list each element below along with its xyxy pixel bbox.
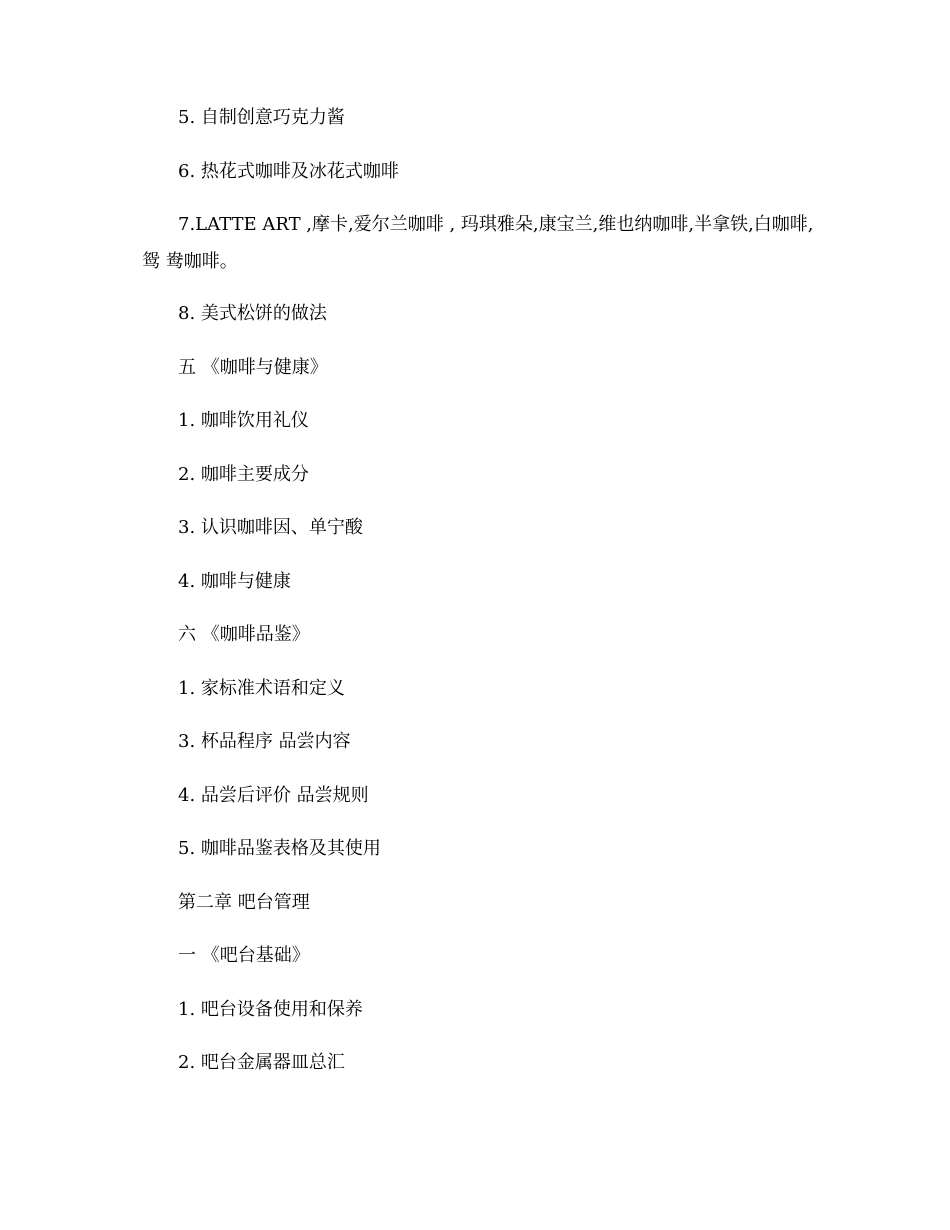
list-item-bar-equipment: 1. 吧台设备使用和保养 bbox=[178, 999, 363, 1020]
list-item-main-components: 2. 咖啡主要成分 bbox=[178, 464, 309, 485]
section-heading-coffee-health: 五 《咖啡与健康》 bbox=[178, 357, 328, 378]
list-item-terms-definitions: 1. 家标准术语和定义 bbox=[178, 678, 345, 699]
list-item-cupping-procedure: 3. 杯品程序 品尝内容 bbox=[178, 731, 351, 752]
chapter-heading-bar-management: 第二章 吧台管理 bbox=[178, 892, 310, 913]
list-item-coffee-and-health: 4. 咖啡与健康 bbox=[178, 571, 291, 592]
list-item-hot-iced-fancy-coffee: 6. 热花式咖啡及冰花式咖啡 bbox=[178, 161, 399, 182]
section-heading-coffee-tasting: 六 《咖啡品鉴》 bbox=[178, 624, 310, 645]
list-item-latte-art-continued: 鸳 鸯咖啡。 bbox=[142, 251, 238, 272]
section-heading-bar-basics: 一 《吧台基础》 bbox=[178, 945, 310, 966]
list-item-american-muffin: 8. 美式松饼的做法 bbox=[178, 303, 327, 324]
list-item-post-tasting-evaluation: 4. 品尝后评价 品尝规则 bbox=[178, 785, 369, 806]
list-item-latte-art: 7.LATTE ART ,摩卡,爱尔兰咖啡 , 玛琪雅朵,康宝兰,维也纳咖啡,半拿铁,白咖啡, bbox=[178, 214, 814, 235]
list-item-bar-metal-utensils: 2. 吧台金属器皿总汇 bbox=[178, 1052, 345, 1073]
list-item-chocolate-sauce: 5. 自制创意巧克力酱 bbox=[178, 107, 345, 128]
list-item-tasting-form: 5. 咖啡品鉴表格及其使用 bbox=[178, 838, 381, 859]
list-item-drinking-etiquette: 1. 咖啡饮用礼仪 bbox=[178, 410, 309, 431]
list-item-caffeine-tannin: 3. 认识咖啡因、单宁酸 bbox=[178, 517, 363, 538]
